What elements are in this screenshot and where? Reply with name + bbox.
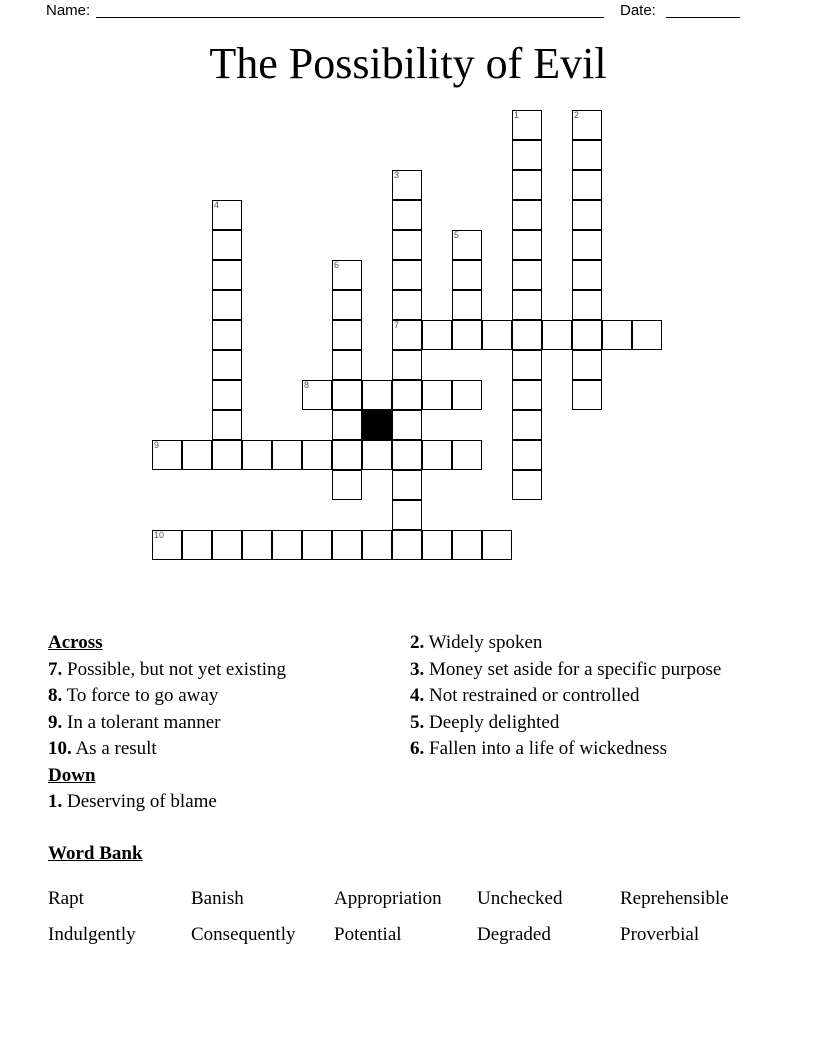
clue-text: Deeply delighted — [424, 711, 560, 733]
grid-cell-number: 7 — [394, 320, 400, 330]
word-bank-section — [48, 843, 778, 953]
grid-cell[interactable] — [392, 530, 422, 560]
clue-text: In a tolerant manner — [62, 711, 221, 733]
word-bank-row — [48, 881, 778, 917]
grid-cell[interactable] — [212, 260, 242, 290]
date-label: Date: — [620, 2, 656, 19]
grid-cell[interactable] — [332, 290, 362, 320]
grid-cell[interactable] — [392, 470, 422, 500]
page-title: The Possibility of Evil — [209, 39, 607, 88]
clue-text: Fallen into a life of wickedness — [424, 738, 667, 759]
grid-cell-number: 4 — [214, 200, 220, 210]
grid-cell[interactable] — [332, 260, 362, 290]
grid-cell[interactable] — [392, 260, 422, 290]
grid-cell[interactable] — [452, 380, 482, 410]
grid-cell[interactable] — [392, 200, 422, 230]
grid-cell[interactable] — [512, 380, 542, 410]
grid-cell[interactable] — [302, 530, 332, 560]
grid-cell[interactable] — [512, 470, 542, 500]
grid-cell[interactable] — [572, 260, 602, 290]
grid-cell[interactable] — [302, 380, 332, 410]
grid-cell[interactable] — [392, 320, 422, 350]
clue-number: 10. — [48, 738, 72, 759]
grid-cell[interactable] — [422, 440, 452, 470]
word-bank-word[interactable]: Rapt — [48, 888, 84, 909]
grid-cell[interactable] — [512, 440, 542, 470]
clue-number: 9. — [48, 711, 63, 733]
clue-number: 6. — [410, 738, 425, 759]
grid-cell[interactable] — [302, 440, 332, 470]
grid-cell[interactable] — [572, 380, 602, 410]
grid-cell[interactable] — [212, 320, 242, 350]
grid-cell[interactable] — [272, 530, 302, 560]
word-bank-word[interactable]: Consequently — [191, 924, 296, 945]
clue-down-5 — [410, 710, 770, 737]
grid-cell[interactable] — [572, 170, 602, 200]
grid-cell[interactable] — [512, 290, 542, 320]
clue-text: Deserving of blame — [62, 791, 217, 812]
grid-cell[interactable] — [482, 530, 512, 560]
grid-cell[interactable] — [512, 200, 542, 230]
word-bank-row — [48, 917, 778, 953]
grid-cell[interactable] — [362, 530, 392, 560]
grid-cell[interactable] — [332, 410, 362, 440]
grid-cell-number: 9 — [154, 440, 160, 450]
grid-cell-number: 6 — [334, 260, 340, 270]
grid-cell[interactable] — [392, 170, 422, 200]
clue-text: Money set aside for a specific purpose — [424, 658, 722, 680]
grid-cell[interactable] — [572, 350, 602, 380]
grid-cell[interactable] — [452, 260, 482, 290]
grid-cell[interactable] — [602, 320, 632, 350]
clue-number: 8. — [48, 685, 63, 706]
grid-cell[interactable] — [392, 500, 422, 530]
clues-column-left — [48, 630, 418, 816]
grid-cell[interactable] — [512, 230, 542, 260]
grid-cell[interactable] — [152, 440, 182, 470]
grid-cell[interactable] — [152, 530, 182, 560]
grid-cell[interactable] — [332, 380, 362, 410]
grid-cell-number: 1 — [514, 110, 520, 120]
word-bank-word[interactable]: Appropriation — [334, 888, 442, 909]
grid-cell[interactable] — [512, 320, 542, 350]
grid-cell[interactable] — [332, 350, 362, 380]
clue-text: Widely spoken — [424, 632, 543, 653]
grid-cell[interactable] — [422, 530, 452, 560]
grid-cell[interactable] — [362, 440, 392, 470]
clue-across-9 — [48, 710, 418, 737]
grid-cell[interactable] — [452, 440, 482, 470]
grid-cell[interactable] — [212, 230, 242, 260]
grid-cell[interactable] — [392, 230, 422, 260]
grid-cell[interactable] — [392, 290, 422, 320]
clue-across-10 — [48, 736, 418, 763]
grid-cell[interactable] — [512, 260, 542, 290]
down-heading: Down — [48, 764, 96, 786]
grid-cell[interactable] — [572, 320, 602, 350]
grid-cell[interactable] — [212, 200, 242, 230]
word-bank-word[interactable]: Potential — [334, 924, 402, 945]
clue-down-2 — [410, 630, 770, 657]
grid-cell[interactable] — [632, 320, 662, 350]
grid-cell[interactable] — [362, 380, 392, 410]
clue-number: 7. — [48, 658, 63, 680]
clue-down-6 — [410, 736, 770, 763]
down-clue-list-left — [48, 789, 418, 816]
grid-cell[interactable] — [482, 320, 512, 350]
grid-cell[interactable] — [212, 350, 242, 380]
grid-cell-number: 8 — [304, 380, 310, 390]
grid-cell[interactable] — [212, 410, 242, 440]
grid-cell-number: 2 — [574, 110, 580, 120]
grid-cell[interactable] — [452, 530, 482, 560]
grid-cell[interactable] — [332, 530, 362, 560]
clue-down-4 — [410, 683, 770, 710]
word-bank-heading: Word Bank — [48, 843, 143, 864]
grid-cell[interactable] — [422, 380, 452, 410]
grid-cell[interactable] — [212, 290, 242, 320]
grid-cell[interactable] — [512, 350, 542, 380]
grid-cell[interactable] — [272, 440, 302, 470]
grid-cell[interactable] — [572, 200, 602, 230]
grid-cell[interactable] — [452, 230, 482, 260]
name-label: Name: — [46, 2, 91, 19]
grid-cell[interactable] — [422, 320, 452, 350]
grid-cell[interactable] — [572, 140, 602, 170]
clue-across-7 — [48, 657, 418, 684]
grid-cell[interactable] — [332, 470, 362, 500]
grid-cell-number: 3 — [394, 170, 400, 180]
clue-number: 3. — [410, 658, 425, 680]
grid-cell[interactable] — [182, 440, 212, 470]
clue-down-3 — [410, 657, 770, 684]
clue-text: As a result — [71, 738, 157, 759]
grid-cell[interactable] — [452, 290, 482, 320]
grid-cell[interactable] — [392, 380, 422, 410]
grid-cell[interactable] — [572, 290, 602, 320]
grid-cell[interactable] — [212, 380, 242, 410]
clue-number: 2. — [410, 632, 425, 653]
grid-cell[interactable] — [512, 410, 542, 440]
grid-cell[interactable] — [572, 230, 602, 260]
grid-cell[interactable] — [212, 440, 242, 470]
clue-text: Possible, but not yet existing — [62, 658, 287, 680]
word-bank-word[interactable]: Proverbial — [620, 924, 700, 945]
word-bank-word[interactable]: Unchecked — [477, 888, 563, 909]
grid-cell[interactable] — [392, 350, 422, 380]
grid-cell[interactable] — [212, 530, 242, 560]
word-bank-word[interactable]: Degraded — [477, 924, 551, 945]
clue-number: 5. — [410, 711, 425, 733]
grid-cell[interactable] — [392, 440, 422, 470]
grid-cell[interactable] — [542, 320, 572, 350]
grid-cell-number: 5 — [454, 230, 460, 240]
grid-cell[interactable] — [182, 530, 212, 560]
clues-column-right — [410, 630, 770, 763]
grid-cell[interactable] — [392, 410, 422, 440]
grid-cell[interactable] — [242, 440, 272, 470]
word-bank-rows — [48, 881, 778, 953]
grid-cell[interactable] — [242, 530, 272, 560]
down-clue-list-right — [410, 630, 770, 763]
grid-cell[interactable] — [452, 320, 482, 350]
grid-cell[interactable] — [332, 440, 362, 470]
clue-down-1 — [48, 789, 418, 816]
across-clue-list — [48, 657, 418, 763]
word-bank-word[interactable]: Reprehensible — [620, 888, 729, 909]
clue-text: Not restrained or controlled — [424, 685, 640, 706]
word-bank-word[interactable]: Banish — [191, 888, 244, 909]
grid-cell[interactable] — [512, 140, 542, 170]
clue-number: 1. — [48, 791, 63, 812]
grid-cell[interactable] — [512, 110, 542, 140]
word-bank-word[interactable]: Indulgently — [48, 924, 136, 945]
clue-across-8 — [48, 683, 418, 710]
grid-cell[interactable] — [572, 110, 602, 140]
across-heading: Across — [48, 632, 103, 653]
grid-cell-number: 10 — [154, 530, 165, 540]
grid-cell-blocked — [362, 410, 392, 440]
clue-text: To force to go away — [62, 685, 219, 706]
grid-cell[interactable] — [332, 320, 362, 350]
grid-cell[interactable] — [512, 170, 542, 200]
clue-number: 4. — [410, 685, 425, 706]
